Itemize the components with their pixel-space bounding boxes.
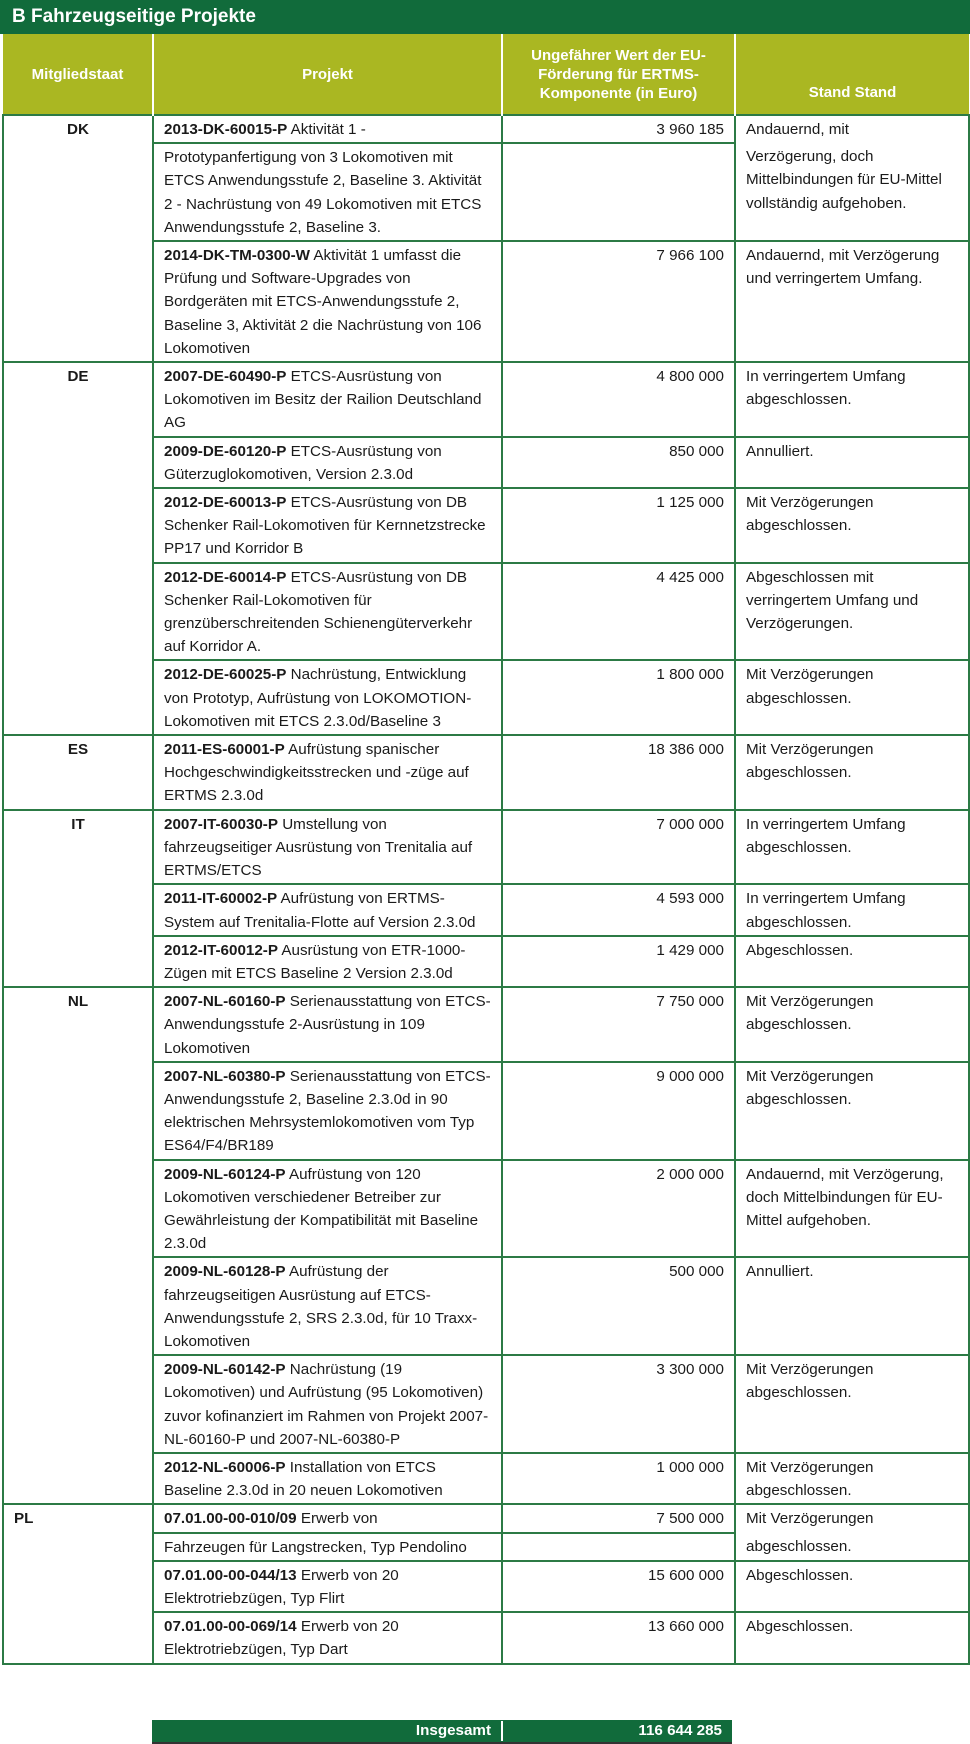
project-cell	[153, 1160, 502, 1258]
table-row	[3, 115, 969, 143]
status-cell: abgeschlossen.	[735, 1533, 969, 1561]
member-state-cell: DE	[3, 362, 153, 735]
funding-value	[502, 1533, 735, 1561]
project-description: Umstellung von fahrzeugseitiger Ausrüstung von Trenitalia auf ERTMS/ETCS	[164, 815, 477, 880]
table-row	[3, 810, 969, 885]
status-cell: Andauernd, mit	[735, 115, 969, 143]
project-description: Fahrzeugen für Langstrecken, Typ Pendolino	[164, 1538, 467, 1556]
status-cell: Annulliert.	[735, 1257, 969, 1355]
project-description: Erwerb von 20 Elektrotriebzügen, Typ Flirt	[164, 1566, 403, 1607]
project-cell	[153, 735, 502, 810]
project-cell	[153, 362, 502, 437]
status-cell: Verzögerung, doch Mittelbindungen für EU-Mittel vollständig aufgehoben.	[735, 143, 969, 241]
status-cell: In verringertem Umfang abgeschlossen.	[735, 884, 969, 935]
funding-value: 4 800 000	[502, 362, 735, 437]
project-cell	[153, 488, 502, 563]
total-row	[152, 1720, 732, 1744]
project-cell	[153, 563, 502, 661]
header-value: Ungefährer Wert der EU-Förderung für ERTMS-Komponente (in Euro)	[502, 34, 735, 115]
projects-table	[2, 34, 970, 1665]
funding-value: 1 125 000	[502, 488, 735, 563]
project-description: Aufrüstung von 120 Lokomotiven verschiedener Betreiber zur Gewährleistung der Kompatibilität mit Baseline 2.3.0d	[164, 1165, 483, 1253]
project-description: Aufrüstung der fahrzeugseitigen Ausrüstung auf ETCS-Anwendungsstufe 2, SRS 2.3.0d, für 10 Traxx-Lokomotiven	[164, 1263, 478, 1350]
status-cell: Abgeschlossen mit verringertem Umfang und Verzögerungen.	[735, 563, 969, 661]
project-cell	[153, 1062, 502, 1160]
header-member-state: Mitgliedstaat	[3, 34, 153, 115]
project-cell	[153, 987, 502, 1062]
funding-value: 850 000	[502, 437, 735, 488]
section-title: B Fahrzeugseitige Projekte	[0, 0, 970, 34]
project-description: ETCS-Ausrüstung von Lokomotiven im Besitz der Railion Deutschland AG	[164, 368, 485, 432]
project-code: 2007-IT-60030-P	[164, 815, 278, 833]
project-code: 2012-DE-60013-P	[164, 494, 287, 512]
project-code: 2009-NL-60128-P	[164, 1263, 286, 1281]
funding-value: 7 750 000	[502, 987, 735, 1062]
funding-value: 1 000 000	[502, 1453, 735, 1504]
project-description: Aufrüstung spanischer Hochgeschwindigkeitsstrecken und -züge auf ERTMS 2.3.0d	[164, 741, 474, 805]
table-row	[3, 735, 969, 810]
status-cell: Mit Verzögerungen abgeschlossen.	[735, 987, 969, 1062]
funding-value: 15 600 000	[502, 1561, 735, 1612]
project-code: 2007-NL-60380-P	[164, 1067, 286, 1085]
project-code: 2012-DE-60014-P	[164, 568, 287, 586]
project-description: Aufrüstung von ERTMS-System auf Trenitalia-Flotte auf Version 2.3.0d	[164, 890, 476, 931]
header-status: Stand Stand	[735, 34, 969, 115]
project-description: Nachrüstung, Entwicklung von Prototyp, Aufrüstung von LOKOMOTION-Lokomotiven mit ETCS 2.3.0d/Baseline 3	[164, 666, 472, 730]
project-cell	[153, 1612, 502, 1663]
project-description: Ausrüstung von ETR-1000-Zügen mit ETCS Baseline 2 Version 2.3.0d	[164, 941, 466, 982]
project-description: ETCS-Ausrüstung von DB Schenker Rail-Lokomotiven für grenzüberschreitenden Schienengüterverkehr auf Korridor A.	[164, 568, 477, 656]
funding-value: 18 386 000	[502, 735, 735, 810]
project-code: 2012-NL-60006-P	[164, 1458, 286, 1476]
project-description: ETCS-Ausrüstung von Güterzuglokomotiven, Version 2.3.0d	[164, 442, 446, 483]
project-code: 2012-IT-60012-P	[164, 941, 278, 959]
project-description: Aktivität 1 umfasst die Prüfung und Software-Upgrades von Bordgeräten mit ETCS-Anwendungsstufe 2, Baseline 3, Aktivität 2 die Nachrüstung von 106 Lokomotiven	[164, 247, 486, 357]
funding-value: 9 000 000	[502, 1062, 735, 1160]
project-cell	[153, 1355, 502, 1453]
status-cell: In verringertem Umfang abgeschlossen.	[735, 810, 969, 885]
project-description: Installation von ETCS Baseline 2.3.0d in 20 neuen Lokomotiven	[164, 1458, 443, 1500]
project-code: 2009-NL-60142-P	[164, 1361, 286, 1379]
funding-value: 13 660 000	[502, 1612, 735, 1663]
status-cell: In verringertem Umfang abgeschlossen.	[735, 362, 969, 437]
funding-value: 7 000 000	[502, 810, 735, 885]
project-code: 2011-IT-60002-P	[164, 890, 278, 908]
project-description: Prototypanfertigung von 3 Lokomotiven mit ETCS Anwendungsstufe 2, Baseline 3. Aktivität 2 - Nachrüstung von 49 Lokomotiven mit ETCS Anwendungsstufe 2, Baseline 3.	[164, 149, 486, 236]
status-cell: Annulliert.	[735, 437, 969, 488]
project-cell	[153, 241, 502, 362]
status-cell: Abgeschlossen.	[735, 1561, 969, 1612]
project-code: 2007-NL-60160-P	[164, 993, 286, 1011]
status-cell: Mit Verzögerungen abgeschlossen.	[735, 735, 969, 810]
table-header-row	[3, 34, 969, 115]
header-project: Projekt	[153, 34, 502, 115]
project-code: 2009-DE-60120-P	[164, 442, 287, 460]
funding-value: 7 500 000	[502, 1504, 735, 1532]
project-cell	[153, 115, 502, 143]
total-label: Insgesamt	[415, 1722, 491, 1739]
status-cell: Mit Verzögerungen abgeschlossen.	[735, 1453, 969, 1504]
status-cell: Mit Verzögerungen	[735, 1504, 969, 1532]
status-cell: Mit Verzögerungen abgeschlossen.	[735, 1355, 969, 1453]
project-code: 2012-DE-60025-P	[164, 666, 287, 684]
project-code: 2013-DK-60015-P	[164, 121, 288, 138]
project-description: ETCS-Ausrüstung von DB Schenker Rail-Lokomotiven für Kernnetzstrecke PP17 und Korridor B	[164, 494, 490, 558]
project-description: Erwerb von 20 Elektrotriebzügen, Typ Dart	[164, 1618, 403, 1659]
project-code: 2007-DE-60490-P	[164, 368, 287, 386]
project-code: 07.01.00-00-010/09	[164, 1510, 297, 1528]
status-cell: Andauernd, mit Verzögerung und verringertem Umfang.	[735, 241, 969, 362]
total-value: 116 644 285	[638, 1722, 722, 1739]
project-cell	[153, 936, 502, 987]
table-row	[3, 987, 969, 1062]
funding-value: 3 300 000	[502, 1355, 735, 1453]
funding-value: 2 000 000	[502, 1160, 735, 1258]
member-state-cell: IT	[3, 810, 153, 987]
status-cell: Mit Verzögerungen abgeschlossen.	[735, 1062, 969, 1160]
status-cell: Abgeschlossen.	[735, 936, 969, 987]
project-description: Serienausstattung von ETCS-Anwendungsstufe 2-Ausrüstung in 109 Lokomotiven	[164, 993, 491, 1057]
project-cell	[153, 1453, 502, 1504]
project-code: 07.01.00-00-069/14	[164, 1618, 297, 1636]
project-cell	[153, 884, 502, 935]
project-code: 2014-DK-TM-0300-W	[164, 247, 311, 265]
project-cell	[153, 1504, 502, 1532]
project-description: Serienausstattung von ETCS-Anwendungsstufe 2, Baseline 2.3.0d in 90 elektrischen Mehrsystemlokomotiven vom Typ ES64/F4/BR189	[164, 1067, 491, 1155]
project-code: 07.01.00-00-044/13	[164, 1566, 297, 1584]
status-cell: Mit Verzögerungen abgeschlossen.	[735, 660, 969, 735]
table-row	[3, 1504, 969, 1532]
funding-value: 1 429 000	[502, 936, 735, 987]
member-state-cell: DK	[3, 115, 153, 362]
project-description: Nachrüstung (19 Lokomotiven) und Aufrüstung (95 Lokomotiven) zuvor kofinanziert im Rahmen von Projekt 2007-NL-60160-P und 2007-NL-60380-P	[164, 1361, 489, 1448]
funding-value: 7 966 100	[502, 241, 735, 362]
funding-value	[502, 143, 735, 241]
project-cell	[153, 810, 502, 885]
funding-value: 3 960 185	[502, 115, 735, 143]
project-cell	[153, 1533, 502, 1561]
project-description: Erwerb von	[296, 1510, 378, 1528]
project-code: 2011-ES-60001-P	[164, 741, 285, 759]
funding-value: 1 800 000	[502, 660, 735, 735]
project-code: 2009-NL-60124-P	[164, 1165, 286, 1183]
project-cell	[153, 660, 502, 735]
project-cell	[153, 437, 502, 488]
funding-value: 4 425 000	[502, 563, 735, 661]
project-description: Aktivität 1 -	[287, 121, 366, 138]
status-cell: Andauernd, mit Verzögerung, doch Mittelbindungen für EU-Mittel aufgehoben.	[735, 1160, 969, 1258]
project-cell	[153, 143, 502, 241]
project-cell	[153, 1257, 502, 1355]
table-row	[3, 362, 969, 437]
funding-value: 4 593 000	[502, 884, 735, 935]
member-state-cell: ES	[3, 735, 153, 810]
member-state-cell: NL	[3, 987, 153, 1504]
status-cell: Abgeschlossen.	[735, 1612, 969, 1663]
member-state-cell: PL	[3, 1504, 153, 1663]
status-cell: Mit Verzögerungen abgeschlossen.	[735, 488, 969, 563]
funding-value: 500 000	[502, 1257, 735, 1355]
project-cell	[153, 1561, 502, 1612]
